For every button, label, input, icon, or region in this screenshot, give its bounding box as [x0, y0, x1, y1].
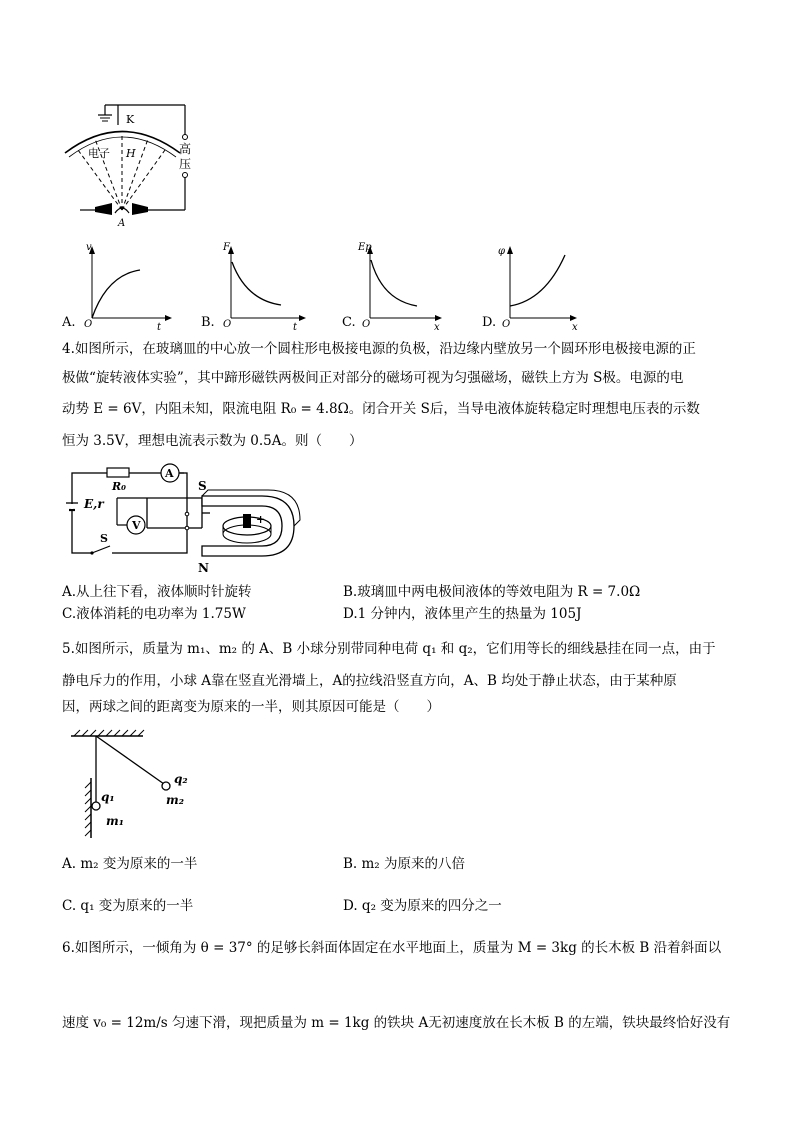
graph-a-ylabel: v	[86, 242, 92, 253]
switch-label: S	[100, 532, 108, 545]
pole-n-label: N	[198, 561, 209, 575]
q5-line3: 因，两球之间的距离变为原来的一半，则其原因可能是（ ）	[62, 699, 440, 715]
graph-b-origin: O	[223, 319, 232, 330]
q5-pendulum-figure	[68, 728, 208, 843]
q4-option-a: A.从上往下看，液体顺时针旋转	[62, 584, 252, 600]
q5-option-c: C. q₁ 变为原来的一半	[62, 898, 194, 914]
graph-c-ylabel: Ep	[358, 242, 372, 253]
q4-line4: 恒为 3.5V，理想电流表示数为 0.5A。则（ ）	[62, 433, 363, 449]
plus-label: +	[256, 513, 266, 526]
graph-c-xlabel: x	[434, 322, 440, 332]
electron-gun-figure	[60, 95, 205, 230]
label-a: A	[118, 218, 126, 229]
q5-option-d: D. q₂ 变为原来的四分之一	[343, 898, 502, 914]
graph-d	[480, 240, 600, 332]
graph-b-xlabel: t	[293, 322, 298, 332]
q4-option-c: C.液体消耗的电功率为 1.75W	[62, 606, 246, 622]
source-label: E,r	[84, 497, 104, 511]
graph-b-option: B.	[201, 315, 215, 330]
graph-d-ylabel: φ	[498, 246, 506, 257]
graph-d-xlabel: x	[572, 322, 578, 332]
ammeter-label: A	[165, 467, 174, 480]
graph-c	[342, 240, 462, 332]
q4-option-d: D.1 分钟内，液体里产生的热量为 105J	[343, 606, 582, 622]
graph-d-origin: O	[502, 319, 511, 330]
q5-option-a: A. m₂ 变为原来的一半	[62, 856, 198, 872]
graph-a	[62, 240, 182, 332]
q6-line2: 速度 v₀ = 12m/s 匀速下滑，现把质量为 m = 1kg 的铁块 A无初速度放在长木板 B 的左端，铁块最终恰好没有	[62, 1015, 731, 1031]
label-ya: 压	[179, 157, 192, 171]
m2-label: m₂	[166, 793, 184, 807]
graph-b-ylabel: F	[223, 242, 230, 253]
q4-circuit-figure	[62, 458, 302, 578]
q4-line3: 动势 E = 6V，内阻未知，限流电阻 R₀ = 4.8Ω。闭合开关 S后，当导电液体旋转稳定时理想电压表的示数	[62, 401, 700, 417]
q4-line1: 4.如图所示，在玻璃皿的中心放一个圆柱形电极接电源的负极，沿边缘内壁放另一个圆环形电极接电源的正	[62, 341, 696, 357]
label-h: H	[126, 147, 136, 160]
q2-label: q₂	[174, 772, 188, 786]
q4-line2: 极做“旋转液体实验”，其中蹄形磁铁两极间正对部分的磁场可视为匀强磁场，磁铁上方为 S极。电源的电	[62, 370, 684, 386]
q1-label: q₁	[101, 790, 115, 804]
graph-c-origin: O	[362, 319, 371, 330]
q4-option-b: B.玻璃皿中两电极间液体的等效电阻为 R = 7.0Ω	[343, 584, 641, 600]
q5-option-b: B. m₂ 为原来的八倍	[343, 856, 466, 872]
graph-d-option: D.	[482, 315, 497, 330]
graph-a-option: A.	[62, 315, 76, 330]
graph-a-origin: O	[84, 319, 93, 330]
q5-line2: 静电斥力的作用，小球 A靠在竖直光滑墙上，A的拉线沿竖直方向，A、B 均处于静止状态，由于某种原	[62, 673, 677, 689]
r0-label: R₀	[112, 480, 126, 493]
voltmeter-label: V	[132, 519, 141, 532]
m1-label: m₁	[106, 814, 124, 828]
q6-line1: 6.如图所示，一倾角为 θ = 37° 的足够长斜面体固定在水平地面上，质量为 M = 3kg 的长木板 B 沿着斜面以	[62, 940, 722, 956]
label-gao: 高	[179, 142, 192, 156]
graph-b	[201, 240, 321, 332]
label-k: K	[126, 113, 135, 126]
label-electron: 电子	[88, 147, 110, 160]
pole-s-label: S	[198, 479, 207, 493]
graph-a-xlabel: t	[157, 322, 162, 332]
graph-c-option: C.	[342, 315, 356, 330]
q5-line1: 5.如图所示，质量为 m₁、m₂ 的 A、B 小球分别带同种电荷 q₁ 和 q₂，它们用等长的细线悬挂在同一点，由于	[62, 641, 716, 657]
